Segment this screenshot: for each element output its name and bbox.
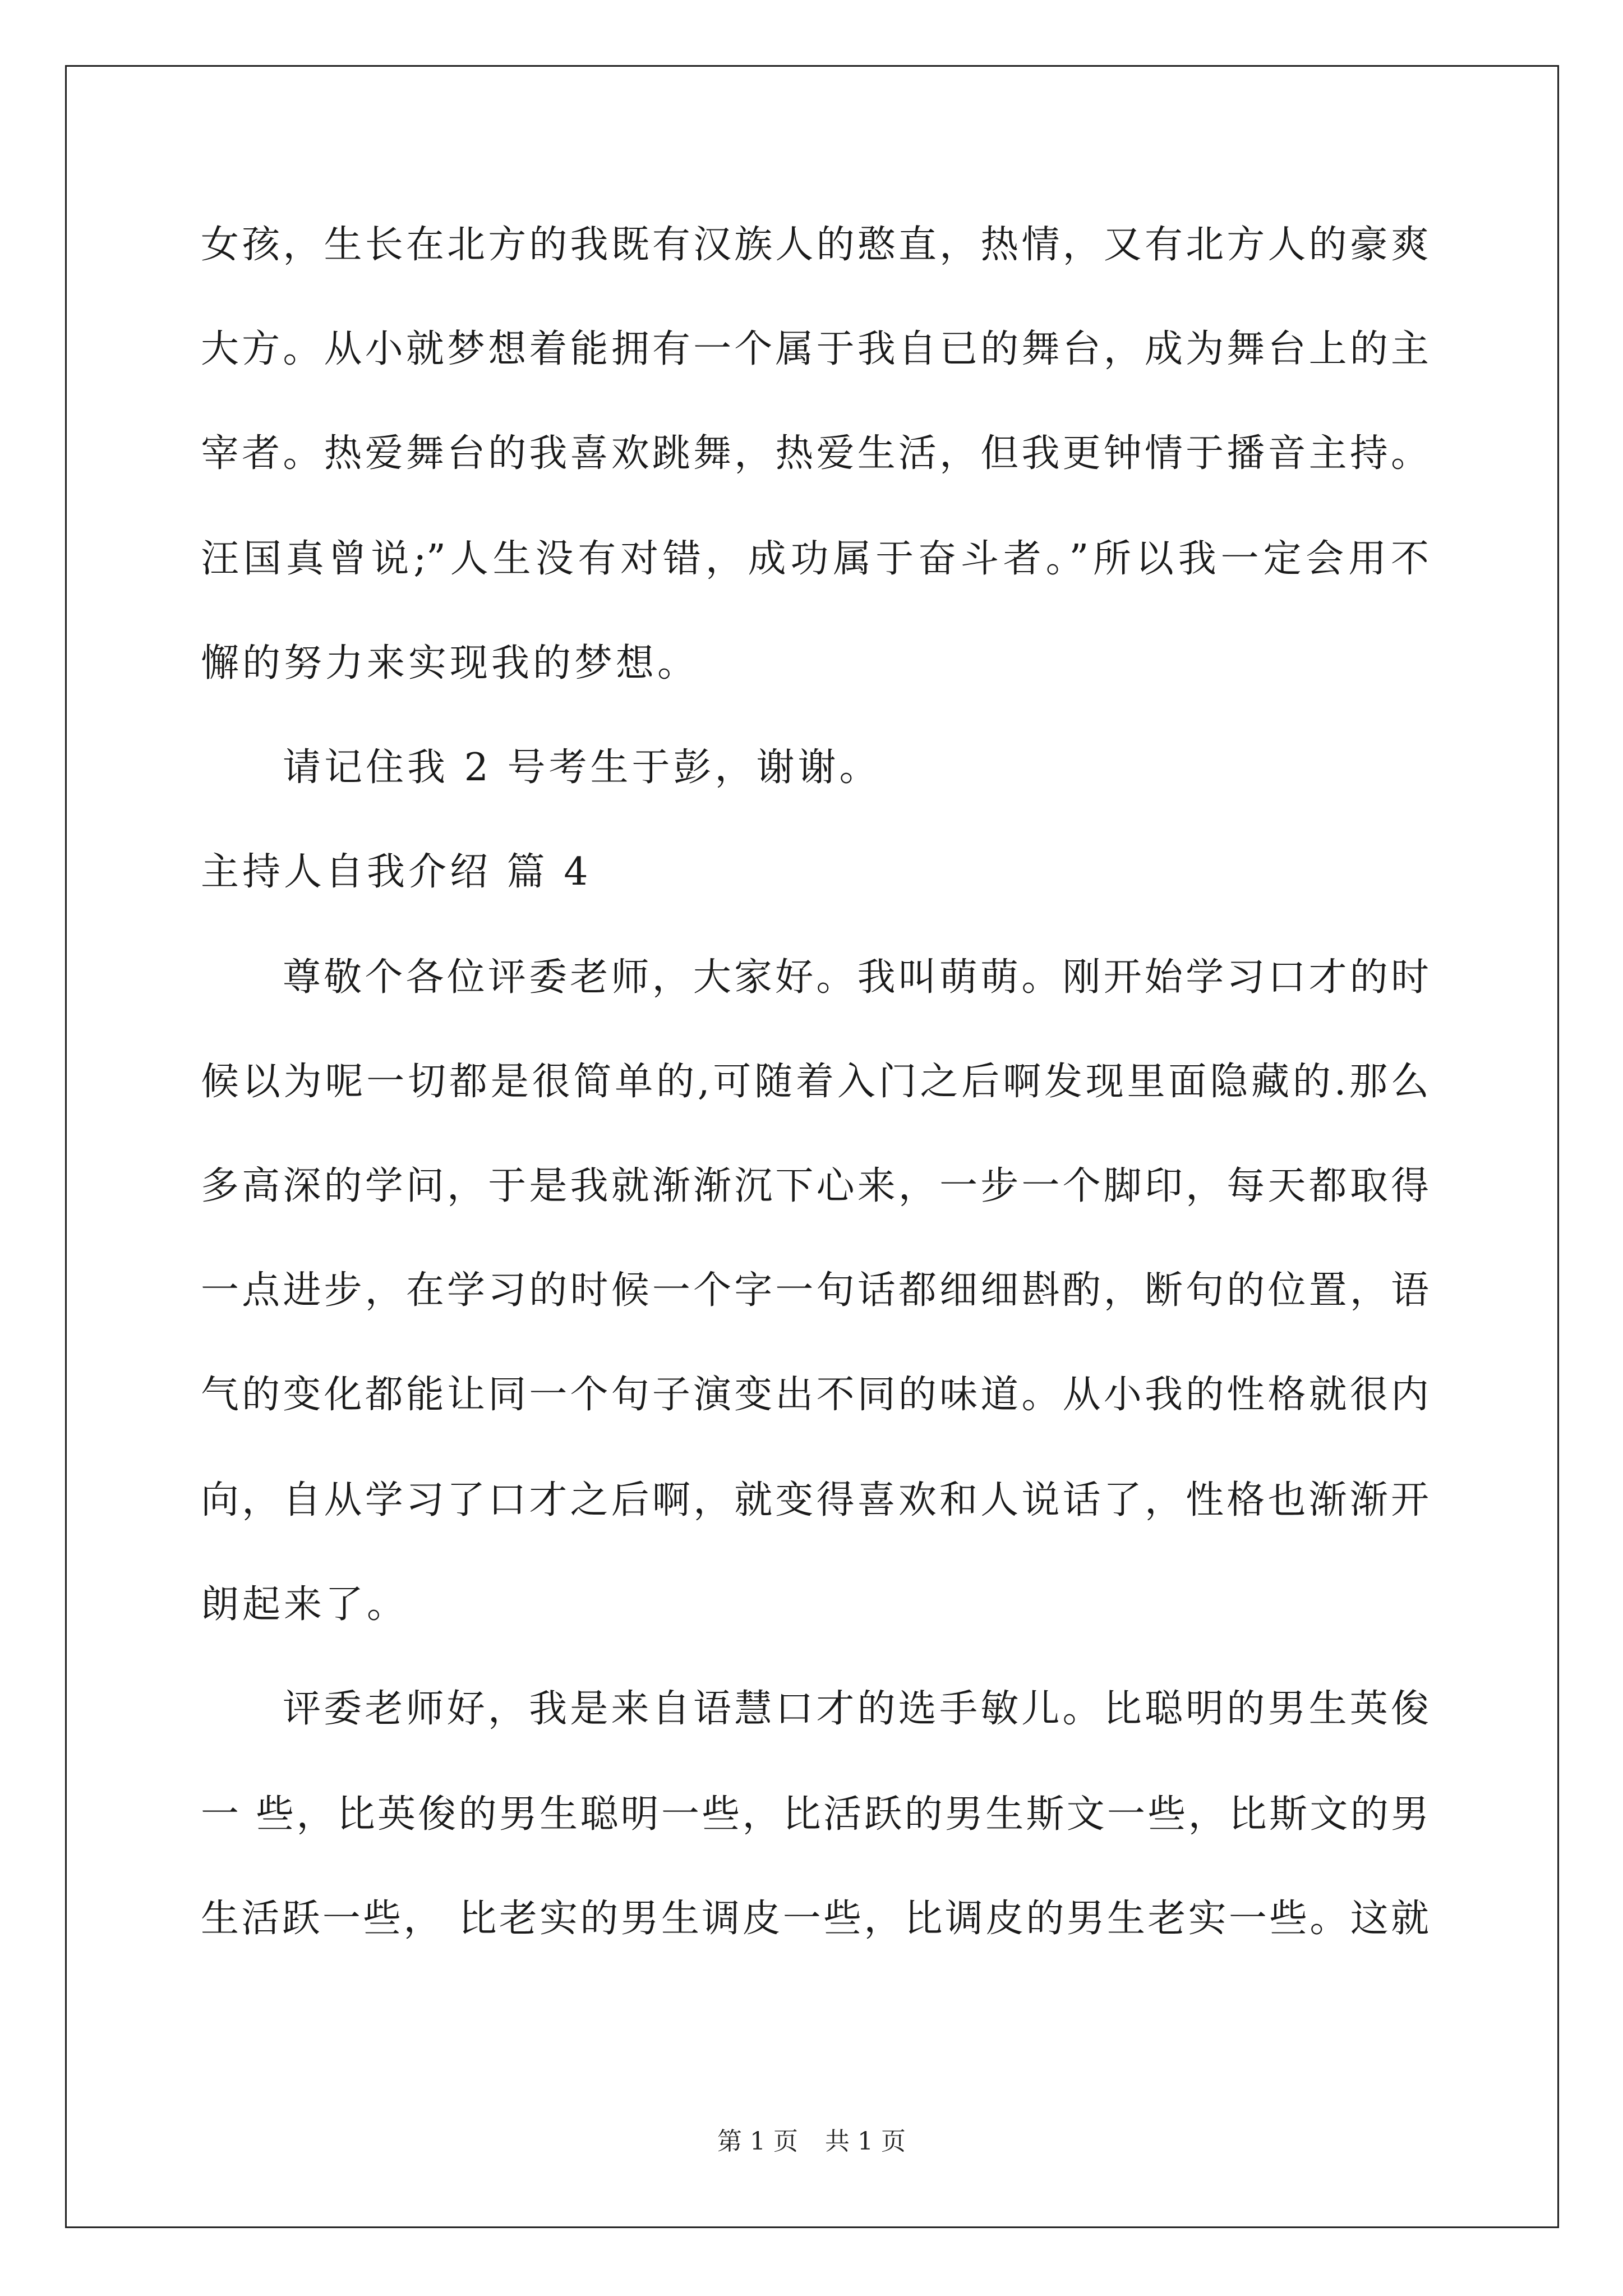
text-line: 一点进步，在学习的时候一个字一句话都细细斟酌，断句的位置，语 bbox=[201, 1268, 1429, 1313]
text-line: 向，自从学习了口才之后啊，就变得喜欢和人说话了，性格也渐渐开 bbox=[201, 1478, 1429, 1522]
text-line: 生活跃一些， 比老实的男生调皮一些，比调皮的男生老实一些。这就 bbox=[201, 1897, 1429, 1941]
paragraph-line: 评委老师好，我是来自语慧口才的选手敏儿。比聪明的男生英俊 bbox=[283, 1687, 1429, 1731]
text-line: 一 些，比英俊的男生聪明一些，比活跃的男生斯文一些，比斯文的男 bbox=[201, 1792, 1429, 1837]
page-number: 第 1 页 bbox=[717, 2127, 798, 2156]
text-line: 候以为呢一切都是很简单的,可随着入门之后啊发现里面隐藏的.那么 bbox=[201, 1060, 1429, 1104]
text-line: 气的变化都能让同一个句子演变出不同的味道。从小我的性格就很内 bbox=[201, 1373, 1429, 1417]
text-line: 汪国真曾说;”人生没有对错，成功属于奋斗者。”所以我一定会用不 bbox=[201, 537, 1429, 581]
text-line: 女孩，生长在北方的我既有汉族人的憨直，热情，又有北方人的豪爽 bbox=[201, 223, 1429, 267]
text-line: 懈的努力来实现我的梦想。 bbox=[201, 641, 699, 685]
text-line: 宰者。热爱舞台的我喜欢跳舞，热爱生活，但我更钟情于播音主持。 bbox=[201, 431, 1429, 476]
page-total: 共 1 页 bbox=[825, 2127, 906, 2156]
text-line: 多高深的学问，于是我就渐渐沉下心来，一步一个脚印，每天都取得 bbox=[201, 1164, 1429, 1208]
text-line: 大方。从小就梦想着能拥有一个属于我自已的舞台，成为舞台上的主 bbox=[201, 327, 1429, 371]
section-heading: 主持人自我介绍 篇 4 bbox=[201, 850, 592, 894]
text-line: 朗起来了。 bbox=[201, 1582, 409, 1627]
page-footer bbox=[0, 2126, 1623, 2157]
paragraph-line: 尊敬个各位评委老师，大家好。我叫萌萌。刚开始学习口才的时 bbox=[283, 955, 1429, 1000]
paragraph-line: 请记住我 2 号考生于彭，谢谢。 bbox=[283, 746, 881, 790]
